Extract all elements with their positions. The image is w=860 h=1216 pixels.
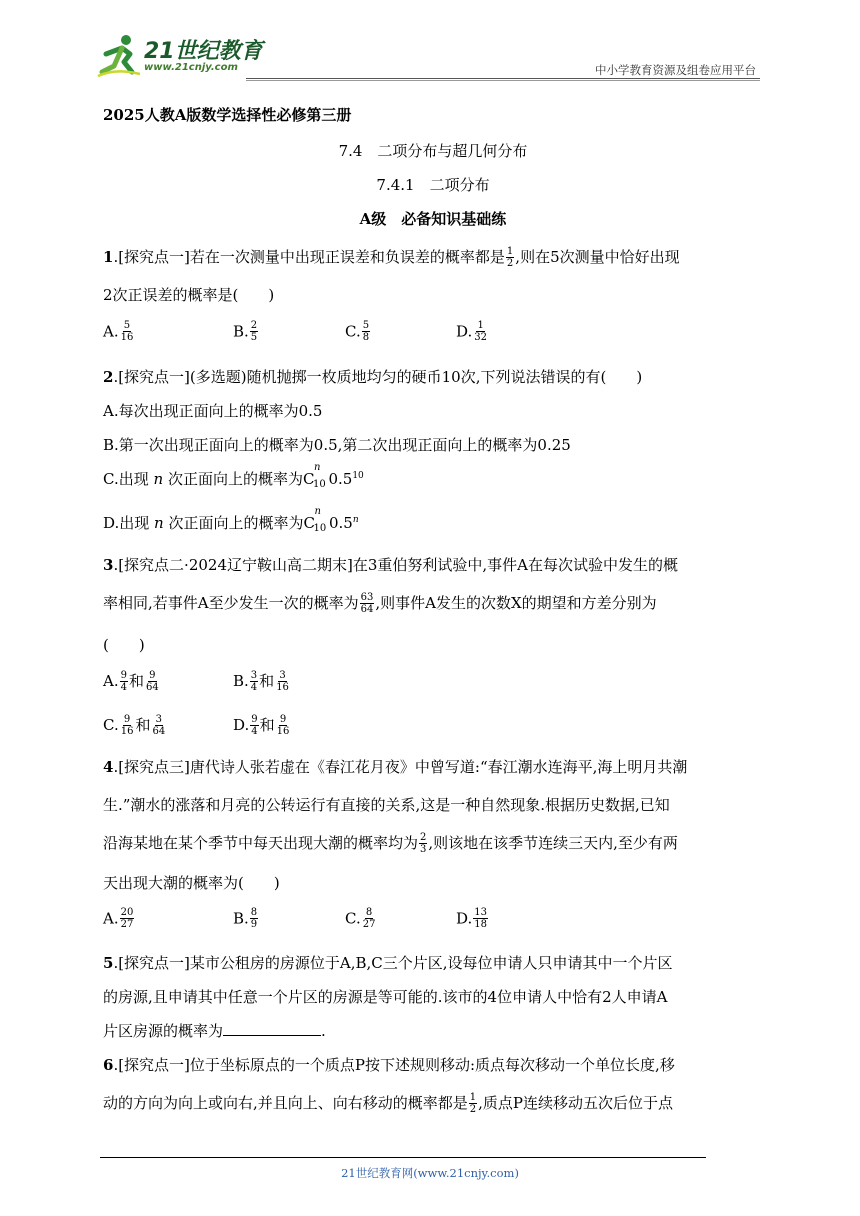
question-text: .[探究点一]若在一次测量中出现正误差和负误差的概率都是 [113, 248, 505, 266]
question-3-line-1 [103, 554, 678, 575]
header-divider-thin [246, 80, 760, 81]
option-a[interactable]: A.每次出现正面向上的概率为0.5 [103, 402, 323, 420]
question-1-line-1 [103, 246, 680, 270]
option-c[interactable]: C. $\frac{8}{27}$ [345, 907, 376, 930]
subsection-title: 7.4.1 二项分布 [376, 176, 490, 194]
question-number: 5 [103, 954, 114, 972]
option-b[interactable]: B. $\frac{2}{5}$ [233, 320, 258, 343]
question-text: ,则在5次测量中恰好出现 [515, 248, 680, 266]
question-text: .[探究点一]某市公租房的房源位于A,B,C三个片区,设每位申请人只申请其中一个片区 [113, 954, 673, 972]
question-number: 4 [103, 758, 114, 776]
question-4-line-1 [103, 756, 687, 777]
question-4-line-3: 沿海某地在某个季节中每天出现大潮的概率均为 $\frac{2}{3}$ ,则该地在该季节连续三天内,至少有两 [103, 831, 678, 855]
option-d[interactable]: D. $\frac{9}{4}$ 和 $\frac{9}{16}$ [233, 713, 290, 737]
question-text: .[探究点二·2024辽宁鞍山高二期末]在3重伯努利试验中,事件A在每次试验中发生的概 [113, 556, 678, 574]
platform-text: 中小学教育资源及组卷应用平台 [595, 63, 756, 77]
option-b[interactable]: B. $\frac{3}{4}$ 和 $\frac{3}{16}$ [233, 669, 289, 693]
question-number: 6 [103, 1056, 114, 1074]
option-b[interactable]: B. $\frac{8}{9}$ [233, 907, 258, 930]
option-b[interactable]: B.第一次出现正面向上的概率为0.5,第二次出现正面向上的概率为0.25 [103, 436, 571, 454]
option-d[interactable]: D. $\frac{13}{18}$ [456, 907, 487, 930]
question-5-line-2: 的房源,且申请其中任意一个片区的房源是等可能的.该市的4位申请人中恰有2人申请A [103, 988, 668, 1006]
question-5-line-3: 片区房源的概率为 . [103, 1022, 326, 1040]
option-c[interactable]: C. $\frac{9}{16}$ 和 $\frac{3}{64}$ [103, 713, 166, 737]
question-6-line-1 [103, 1054, 675, 1075]
option-d[interactable]: D. $\frac{1}{32}$ [456, 320, 487, 343]
question-text: .[探究点一](多选题)随机抛掷一枚质地均匀的硬币10次,下列说法错误的有( ) [113, 368, 643, 386]
logo [96, 28, 266, 80]
page-header [96, 28, 760, 84]
footer-divider [100, 1157, 706, 1158]
answer-blank[interactable] [223, 1021, 321, 1036]
question-2-line-1 [103, 366, 642, 387]
footer-text[interactable]: 21世纪教育网(www.21cnjy.com) [341, 1166, 519, 1180]
option-a[interactable]: A. $\frac{5}{16}$ [103, 320, 134, 343]
question-number: 1 [103, 248, 114, 266]
option-c[interactable]: C. $\frac{5}{8}$ [345, 320, 370, 343]
question-number: 2 [103, 368, 114, 386]
question-4-line-4: 天出现大潮的概率为( ) [103, 874, 280, 892]
question-3-line-3: ( ) [103, 636, 145, 654]
header-divider [246, 78, 760, 79]
option-a[interactable]: A. $\frac{9}{4}$ 和 $\frac{9}{64}$ [103, 669, 159, 693]
question-text: .[探究点一]位于坐标原点的一个质点P按下述规则移动:质点每次移动一个单位长度,移 [113, 1056, 675, 1074]
option-d[interactable]: D.出现 n 次正面向上的概率为C n 10 0.5$^n$ [103, 506, 359, 534]
question-5-line-1 [103, 952, 673, 973]
doc-title: 2025人教A版数学选择性必修第三册 [103, 106, 352, 124]
logo-name: 21世纪教育 [144, 39, 263, 64]
level-title: A级 必备知识基础练 [359, 210, 507, 228]
question-number: 3 [103, 556, 114, 574]
question-6-line-2: 动的方向为向上或向右,并且向上、向右移动的概率都是 $\frac{1}{2}$ ,质点P连续移动五次后位于点 [103, 1091, 674, 1115]
fraction: $\frac{1}{2}$ [506, 245, 514, 269]
question-text: .[探究点三]唐代诗人张若虚在《春江花月夜》中曾写道:“春江潮水连海平,海上明月共潮 [113, 758, 688, 776]
logo-url: www.21cnjy.com [144, 62, 238, 73]
question-1-line-2: 2次正误差的概率是( ) [103, 286, 275, 304]
option-c[interactable]: C.出现 n 次正面向上的概率为C n 10 $0.5^{10}$ [103, 462, 364, 490]
option-a[interactable]: A. $\frac{20}{27}$ [103, 907, 134, 930]
question-3-line-2: 率相同,若事件A至少发生一次的概率为 $\frac{63}{64}$ ,则事件A发生的次数X的期望和方差分别为 [103, 591, 657, 615]
runner-logo-icon [96, 32, 142, 78]
question-4-line-2: 生.”潮水的涨落和月亮的公转运行有直接的关系,这是一种自然现象.根据历史数据,已知 [103, 796, 670, 814]
section-title: 7.4 二项分布与超几何分布 [338, 142, 528, 160]
